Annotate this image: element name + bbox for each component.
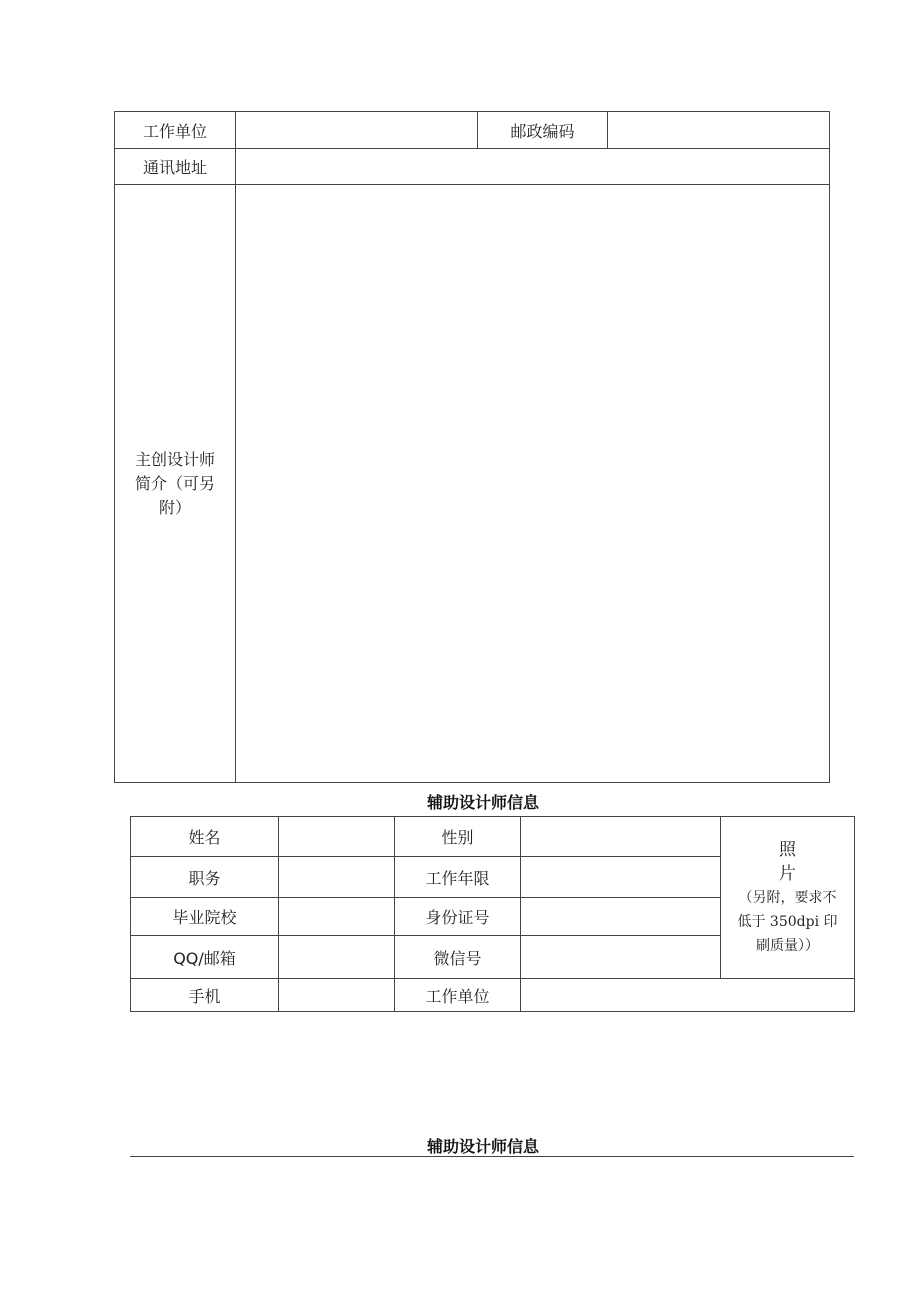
address-field[interactable] — [236, 149, 830, 185]
work-unit-field[interactable] — [236, 112, 478, 149]
postal-code-label: 邮政编码 — [478, 112, 608, 149]
photo-label-line2: 片 — [779, 863, 796, 884]
gender-field[interactable] — [521, 817, 721, 857]
designer-bio-field[interactable] — [236, 185, 830, 783]
address-label: 通讯地址 — [115, 149, 236, 185]
designer-bio-label — [115, 185, 236, 783]
school-label: 毕业院校 — [131, 898, 279, 936]
assistant-section-title-2: 辅助设计师信息 — [426, 1137, 539, 1156]
qq-email-field[interactable] — [279, 936, 395, 979]
assistant-work-unit-label: 工作单位 — [395, 979, 521, 1012]
photo-cell[interactable] — [721, 817, 855, 979]
photo-note-line1: （另附，要求不 — [738, 889, 837, 906]
wechat-label: 微信号 — [395, 936, 521, 979]
years-label: 工作年限 — [395, 857, 521, 898]
id-number-label: 身份证号 — [395, 898, 521, 936]
main-info-table — [114, 111, 830, 783]
postal-code-field[interactable] — [608, 112, 830, 149]
bio-label-line3: 附） — [158, 497, 191, 517]
section-divider — [130, 1156, 854, 1157]
years-field[interactable] — [521, 857, 721, 898]
assistant-section-title: 辅助设计师信息 — [426, 793, 539, 812]
assistant-info-table — [130, 816, 855, 1012]
phone-field[interactable] — [279, 979, 395, 1012]
name-field[interactable] — [279, 817, 395, 857]
bio-label-line1: 主创设计师 — [134, 449, 215, 469]
assistant-work-unit-field[interactable] — [521, 979, 855, 1012]
position-field[interactable] — [279, 857, 395, 898]
phone-label: 手机 — [131, 979, 279, 1012]
email-label: 邮箱 — [203, 948, 236, 968]
wechat-field[interactable] — [521, 936, 721, 979]
photo-note-line2: 低于 350dpi 印 — [737, 913, 838, 930]
position-label: 职务 — [131, 857, 279, 898]
photo-note-line3: 刷质量）） — [756, 937, 819, 954]
work-unit-label: 工作单位 — [115, 112, 236, 149]
school-field[interactable] — [279, 898, 395, 936]
id-number-field[interactable] — [521, 898, 721, 936]
name-label: 姓名 — [131, 817, 279, 857]
qq-label: QQ/ — [173, 948, 204, 968]
bio-label-line2: 简介（可另 — [134, 473, 215, 493]
gender-label: 性别 — [395, 817, 521, 857]
photo-label-line1: 照 — [779, 839, 796, 860]
qq-email-label — [131, 936, 279, 979]
